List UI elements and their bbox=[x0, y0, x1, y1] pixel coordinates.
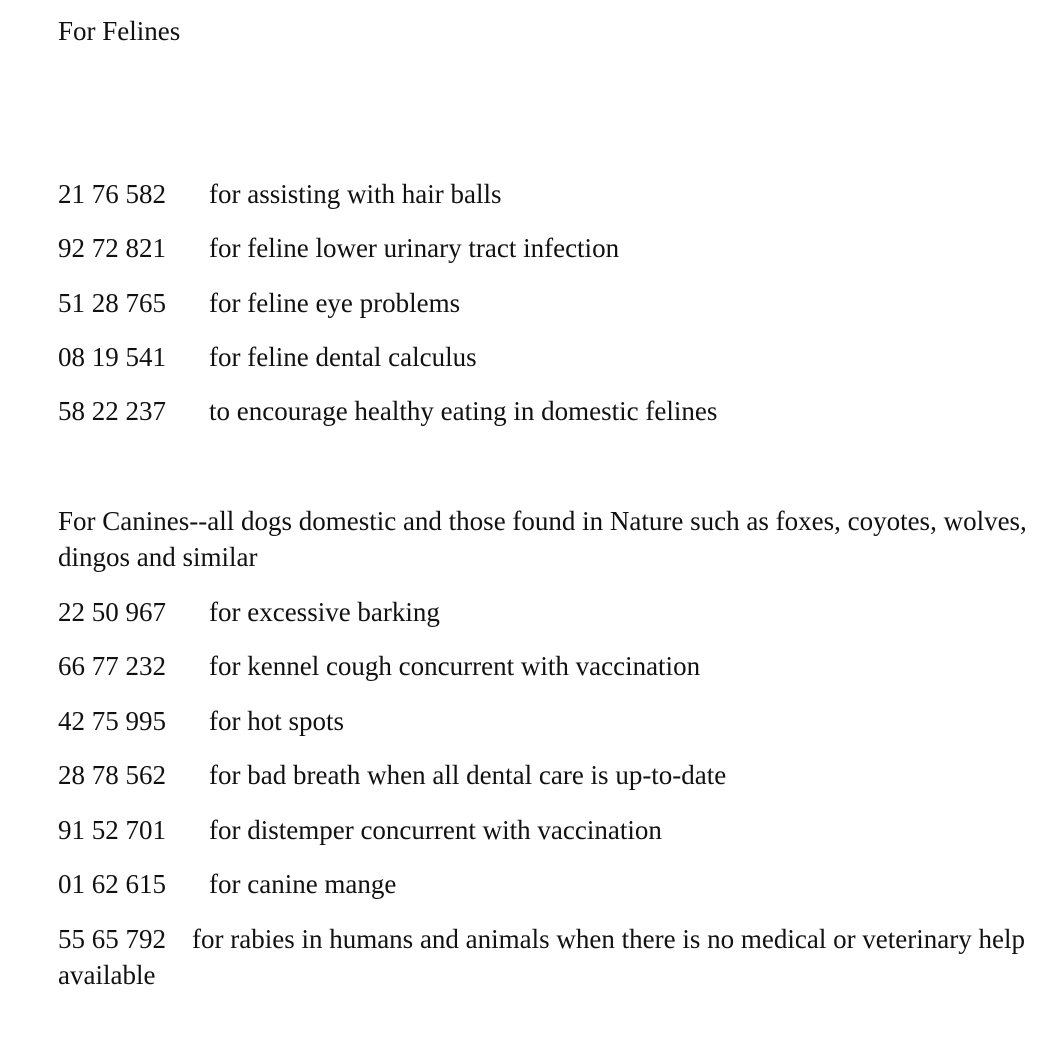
list-item bbox=[58, 866, 1048, 902]
list-item bbox=[58, 812, 1048, 848]
code-description: for kennel cough concurrent with vaccination bbox=[209, 651, 701, 681]
list-item bbox=[58, 921, 1048, 993]
list-item bbox=[58, 393, 1048, 429]
felines-heading: For Felines bbox=[58, 16, 181, 46]
canines-heading: For Canines--all dogs domestic and those found in Nature such as foxes, coyotes, wolves, dingos and similar bbox=[58, 506, 1027, 572]
code-description: for canine mange bbox=[209, 869, 397, 899]
code-number: 42 75 995 bbox=[58, 706, 166, 736]
list-item bbox=[58, 230, 1048, 266]
code-description: for assisting with hair balls bbox=[209, 179, 502, 209]
code-number: 51 28 765 bbox=[58, 288, 166, 318]
code-description: for feline eye problems bbox=[209, 288, 461, 318]
list-item bbox=[58, 703, 1048, 739]
code-number: 66 77 232 bbox=[58, 651, 166, 681]
code-number: 92 72 821 bbox=[58, 233, 166, 263]
list-item bbox=[58, 339, 1048, 375]
code-number: 28 78 562 bbox=[58, 760, 166, 790]
code-number: 91 52 701 bbox=[58, 815, 166, 845]
code-number: 01 62 615 bbox=[58, 869, 166, 899]
code-description: for distemper concurrent with vaccination bbox=[209, 815, 662, 845]
code-description: for feline lower urinary tract infection bbox=[209, 233, 620, 263]
list-item bbox=[58, 594, 1048, 630]
list-item bbox=[58, 285, 1048, 321]
code-number: 08 19 541 bbox=[58, 342, 166, 372]
list-item bbox=[58, 176, 1048, 212]
code-description: for bad breath when all dental care is up-to-date bbox=[209, 760, 727, 790]
code-description: for rabies in humans and animals when there is no medical or veterinary help available bbox=[58, 924, 1025, 990]
code-description: for hot spots bbox=[209, 706, 344, 736]
code-description: for excessive barking bbox=[209, 597, 440, 627]
code-number: 21 76 582 bbox=[58, 179, 166, 209]
list-item bbox=[58, 648, 1048, 684]
list-item bbox=[58, 757, 1048, 793]
code-description: for feline dental calculus bbox=[209, 342, 477, 372]
code-description: to encourage healthy eating in domestic felines bbox=[209, 396, 718, 426]
code-number: 58 22 237 bbox=[58, 396, 166, 426]
code-number: 55 65 792 bbox=[58, 924, 166, 954]
code-number: 22 50 967 bbox=[58, 597, 166, 627]
